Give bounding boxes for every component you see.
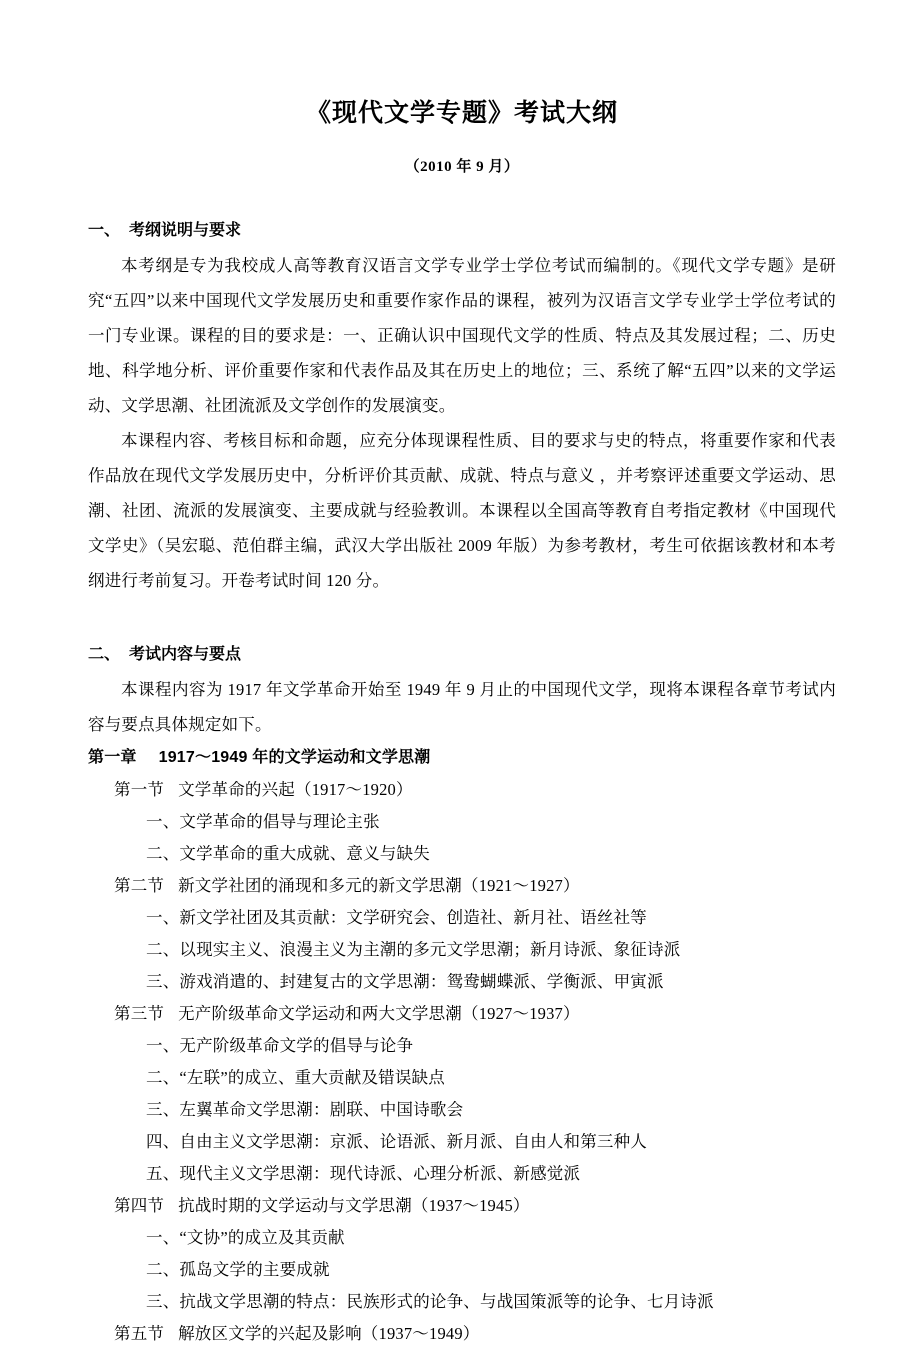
outline-section-18 <box>88 1318 836 1350</box>
section-1-paragraph-2: 本课程内容、考核目标和命题，应充分体现课程性质、目的要求与史的特点，将重要作家和代表作品放在现代文学发展历史中，分析评价其贡献、成就、特点与意义 ，并考察评述重要文学运动、思潮、社团、流派的发展演变、主要成就与经验教训。本课程以全国高等教育自考指定教材《中国现代文学史》（吴宏聪、范伯群主编，武汉大学出版社 2009 年版）为参考教材，考生可依据该教材和本考纲进行考前复习。开卷考试时间 120 分。 <box>88 431 836 591</box>
section-heading-2 <box>88 598 836 672</box>
outline-chapter-0 <box>88 742 836 774</box>
outline-item-6 <box>88 934 836 966</box>
outline-text-12: 四、自由主义文学思潮：京派、论语派、新月派、自由人和第三种人 <box>146 1132 647 1152</box>
outline-item-13 <box>88 1158 836 1190</box>
page-content <box>88 0 836 1350</box>
outline-text-18: 解放区文学的兴起及影响（1937～1949） <box>178 1324 480 1344</box>
outline-section-14 <box>88 1190 836 1222</box>
section-title-2: 考试内容与要点 <box>129 646 242 664</box>
outline-text-10: 二、“左联”的成立、重大贡献及错误缺点 <box>146 1068 445 1088</box>
outline-section-1 <box>88 774 836 806</box>
document-date-subtitle: （2010 年 9 月） <box>404 159 520 176</box>
outline-text-2: 一、文学革命的倡导与理论主张 <box>146 812 380 832</box>
page-title: 《现代文学专题》考试大纲 <box>305 99 618 127</box>
outline-lead-14: 第四节 <box>114 1196 165 1216</box>
outline-item-9 <box>88 1030 836 1062</box>
outline-text-17: 三、抗战文学思潮的特点：民族形式的论争、与战国策派等的论争、七月诗派 <box>146 1292 714 1312</box>
outline-text-15: 一、“文协”的成立及其贡献 <box>146 1228 345 1248</box>
outline-text-11: 三、左翼革命文学思潮：剧联、中国诗歌会 <box>146 1100 464 1120</box>
outline-text-1: 文学革命的兴起（1917～1920） <box>178 780 413 800</box>
outline-item-5 <box>88 902 836 934</box>
outline-lead-1: 第一节 <box>114 780 165 800</box>
outline-text-16: 二、孤岛文学的主要成就 <box>146 1260 330 1280</box>
outline-text-4: 新文学社团的涌现和多元的新文学思潮（1921～1927） <box>178 876 580 896</box>
outline-item-17 <box>88 1286 836 1318</box>
outline-lead-8: 第三节 <box>114 1004 165 1024</box>
outline-text-9: 一、无产阶级革命文学的倡导与论争 <box>146 1036 414 1056</box>
outline-lead-0: 第一章 <box>88 749 137 767</box>
section-1-paragraph-1: 本考纲是专为我校成人高等教育汉语言文学专业学士学位考试而编制的。《现代文学专题》是研究“五四”以来中国现代文学发展历史和重要作家作品的课程，被列为汉语言文学专业学士学位考试的一门专业课。课程的目的要求是：一、正确认识中国现代文学的性质、特点及其发展过程；二、历史地、科学地分析、评价重要作家和代表作品及其在历史上的地位；三、系统了解“五四”以来的文学运动、文学思潮、社团流派及文学创作的发展演变。 <box>88 256 836 416</box>
outline-text-14: 抗战时期的文学运动与文学思潮（1937～1945） <box>178 1196 530 1216</box>
outline-item-10 <box>88 1062 836 1094</box>
outline-item-12 <box>88 1126 836 1158</box>
outline-text-7: 三、游戏消遣的、封建复古的文学思潮：鸳鸯蝴蝶派、学衡派、甲寅派 <box>146 972 664 992</box>
outline-section-4 <box>88 870 836 902</box>
outline-lead-4: 第二节 <box>114 876 165 896</box>
outline-text-8: 无产阶级革命文学运动和两大文学思潮（1927～1937） <box>178 1004 580 1024</box>
outline-lead-18: 第五节 <box>114 1324 165 1344</box>
section-number-1: 一、 <box>88 222 121 240</box>
outline-section-8 <box>88 998 836 1030</box>
outline-item-2 <box>88 806 836 838</box>
section-2-paragraph-1: 本课程内容为 1917 年文学革命开始至 1949 年 9 月止的中国现代文学，现将本课程各章节考试内容与要点具体规定如下。 <box>88 680 836 735</box>
outline-text-13: 五、现代主义文学思潮：现代诗派、心理分析派、新感觉派 <box>146 1164 581 1184</box>
section-number-2: 二、 <box>88 646 121 664</box>
outline-item-15 <box>88 1222 836 1254</box>
outline-item-7 <box>88 966 836 998</box>
course-outline <box>88 742 836 1350</box>
section-heading-1 <box>88 176 836 248</box>
outline-text-3: 二、文学革命的重大成就、意义与缺失 <box>146 844 430 864</box>
outline-item-16 <box>88 1254 836 1286</box>
outline-item-11 <box>88 1094 836 1126</box>
outline-text-5: 一、新文学社团及其贡献：文学研究会、创造社、新月社、语丝社等 <box>146 908 647 928</box>
section-title-1: 考纲说明与要求 <box>129 222 242 240</box>
outline-item-3 <box>88 838 836 870</box>
outline-text-0: 1917～1949 年的文学运动和文学思潮 <box>158 749 431 767</box>
outline-text-6: 二、以现实主义、浪漫主义为主潮的多元文学思潮；新月诗派、象征诗派 <box>146 940 681 960</box>
